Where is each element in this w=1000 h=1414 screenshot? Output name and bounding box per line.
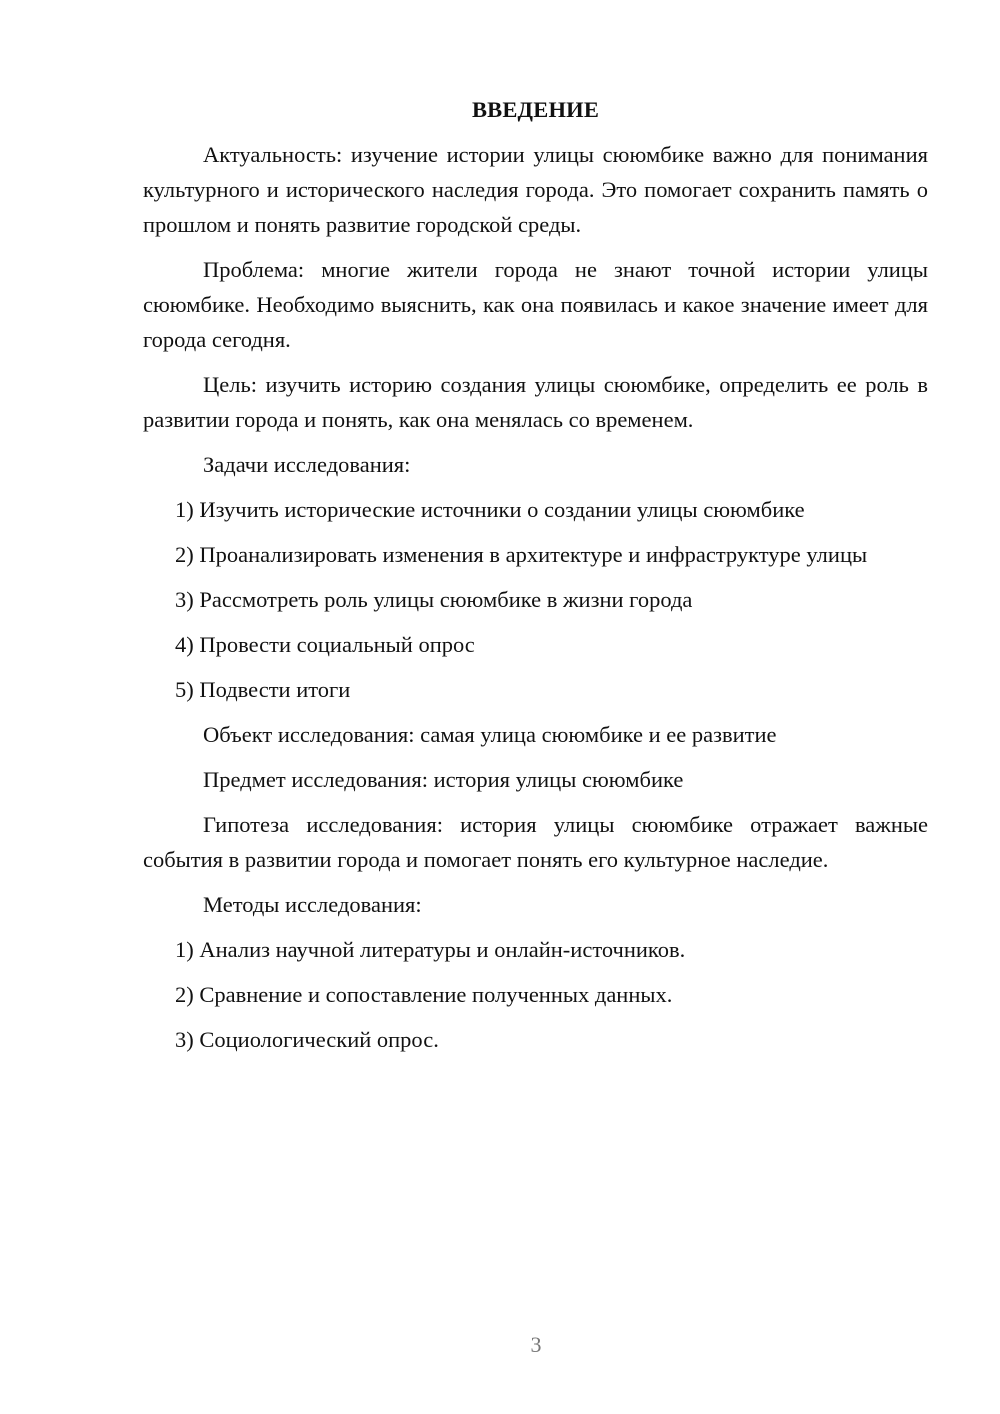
section-title: ВВЕДЕНИЕ	[471, 97, 600, 122]
goal-paragraph: Цель: изучить историю создания улицы сююмбике, определить ее роль в развитии города и понять, как она менялась со временем.	[143, 372, 928, 432]
methods-heading: Методы исследования:	[203, 892, 422, 917]
task-item: 2) Проанализировать изменения в архитектуре и инфраструктуре улицы	[175, 542, 868, 567]
task-item: 4) Провести социальный опрос	[175, 632, 475, 657]
task-item: 5) Подвести итоги	[175, 677, 351, 702]
task-item: 3) Рассмотреть роль улицы сююмбике в жизни города	[175, 587, 693, 612]
object-paragraph: Объект исследования: самая улица сююмбике и ее развитие	[203, 722, 777, 747]
relevance-paragraph: Актуальность: изучение истории улицы сююмбике важно для понимания культурного и исторического наследия города. Это помогает сохранить память о прошлом и понять развитие городской среды.	[143, 142, 928, 237]
hypothesis-paragraph: Гипотеза исследования: история улицы сююмбике отражает важные события в развитии города и помогает понять его культурное наследие.	[143, 812, 928, 872]
subject-paragraph: Предмет исследования: история улицы сююмбике	[203, 767, 684, 792]
page-content	[143, 92, 928, 1067]
method-item: 1) Анализ научной литературы и онлайн-источников.	[175, 937, 686, 962]
method-item: 2) Сравнение и сопоставление полученных данных.	[175, 982, 673, 1007]
problem-paragraph: Проблема: многие жители города не знают точной истории улицы сююмбике. Необходимо выяснить, как она появилась и какое значение имеет для города сегодня.	[143, 257, 928, 352]
task-item: 1) Изучить исторические источники о создании улицы сююмбике	[175, 497, 805, 522]
method-item: 3) Социологический опрос.	[175, 1027, 439, 1052]
tasks-heading: Задачи исследования:	[203, 452, 411, 477]
page-number: 3	[530, 1332, 542, 1357]
